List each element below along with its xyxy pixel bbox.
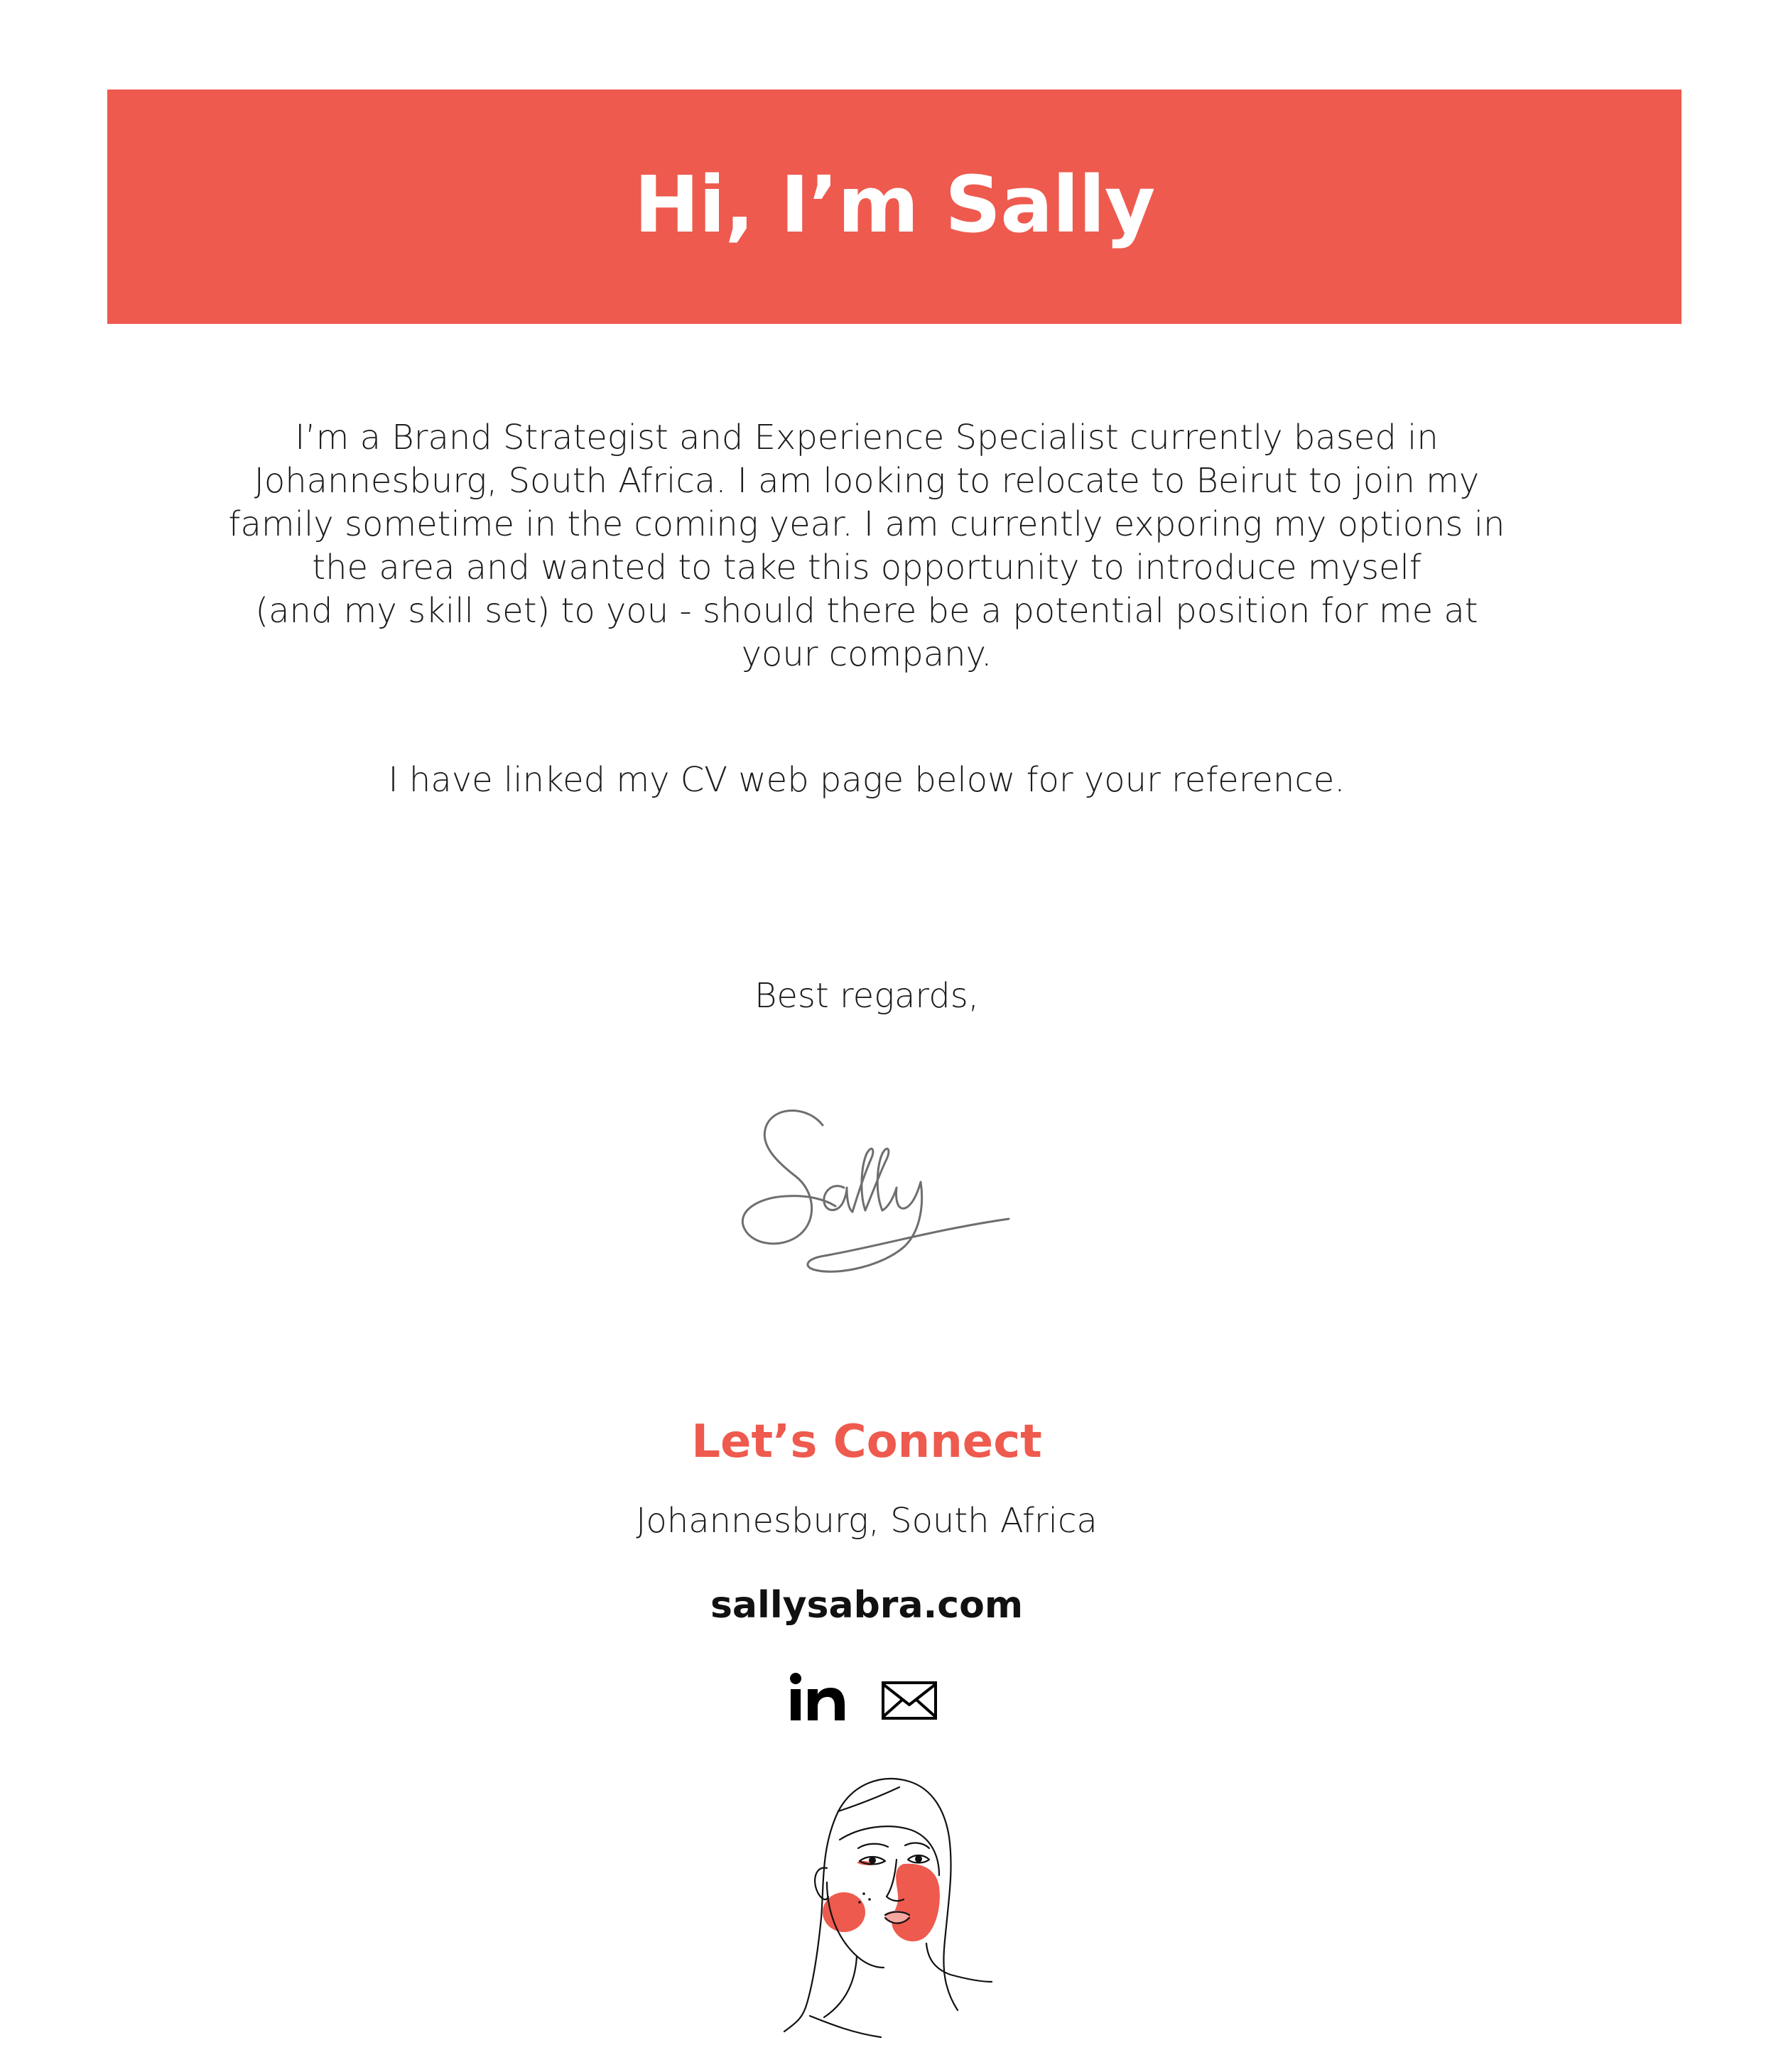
portrait-illustration — [753, 1769, 1023, 2039]
connect-heading: Let’s Connect — [691, 1416, 1042, 1468]
signoff-text: Best regards, — [754, 976, 980, 1016]
social-links — [781, 1666, 966, 1730]
header-banner — [107, 90, 1682, 324]
signature-image — [725, 1094, 1023, 1279]
intro-line: Johannesburg, South Africa. I am looking to relocate to Beirut to join my — [254, 461, 1480, 501]
reference-text: I have linked my CV web page below for your reference. — [388, 760, 1345, 800]
intro-paragraph — [185, 416, 1549, 676]
intro-line: family sometime in the coming year. I am currently exporing my options in — [228, 504, 1505, 544]
intro-line: I’m a Brand Strategist and Experience Specialist currently based in — [295, 418, 1439, 457]
page-title: Hi, I’m Sally — [634, 159, 1155, 250]
intro-line: the area and wanted to take this opportunity to introduce myself — [312, 548, 1422, 587]
mail-icon[interactable] — [881, 1679, 938, 1722]
intro-line: (and my skill set) to you - should there be a potential position for me at — [255, 591, 1478, 631]
website-link[interactable]: sallysabra.com — [710, 1584, 1024, 1627]
location-text: Johannesburg, South Africa — [636, 1501, 1098, 1541]
linkedin-icon[interactable] — [789, 1672, 846, 1722]
intro-line: your company. — [741, 634, 992, 674]
